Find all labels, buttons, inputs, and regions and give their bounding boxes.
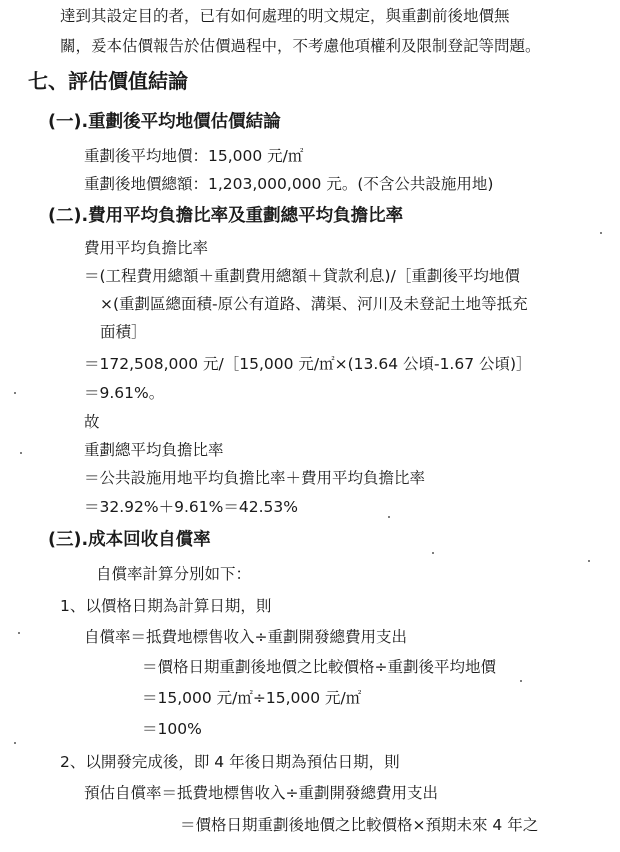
total-ratio-label: 重劃總平均負擔比率 (84, 441, 224, 459)
case-2-title: 2、以開發完成後，即 4 年後日期為預估日期，則 (60, 753, 400, 771)
scan-speck (520, 680, 522, 682)
subsection-2-heading: (二).費用平均負擔比率及重劃總平均負擔比率 (48, 206, 404, 226)
case-1-title: 1、以價格日期為計算日期，則 (60, 597, 272, 615)
scan-speck (18, 632, 20, 634)
cost-ratio-label: 費用平均負擔比率 (84, 239, 209, 257)
section-7-heading: 七、評估價值結論 (28, 69, 188, 93)
intro-line-1: 達到其設定目的者，已有如何處理的明文規定，與重劃前後地價無 (60, 7, 510, 25)
case-1-line-1: 自償率＝抵費地標售收入÷重劃開發總費用支出 (84, 628, 407, 646)
scan-speck (20, 452, 22, 454)
cost-ratio-formula-line-1: ＝(工程費用總額＋重劃費用總額＋貸款利息)/［重劃後平均地價 (84, 267, 520, 285)
case-1-line-2: ＝價格日期重劃後地價之比較價格÷重劃後平均地價 (142, 658, 496, 676)
self-liquidation-intro: 自償率計算分別如下： (96, 565, 252, 583)
subsection-3-heading: (三).成本回收自償率 (48, 530, 211, 550)
scan-speck (432, 552, 434, 554)
subsection-1-heading: (一).重劃後平均地價估價結論 (48, 112, 281, 132)
scan-speck (388, 516, 390, 518)
case-1-line-3: ＝15,000 元/㎡÷15,000 元/㎡ (142, 689, 362, 707)
scan-speck (588, 560, 590, 562)
cost-ratio-calc-line-1: ＝172,508,000 元/［15,000 元/㎡×(13.64 公頃-1.67 公頃)］ (84, 355, 532, 373)
avg-land-price: 重劃後平均地價：15,000 元/㎡ (84, 147, 304, 165)
scan-speck (14, 392, 16, 394)
scan-speck (14, 742, 16, 744)
therefore-text: 故 (84, 413, 100, 431)
total-ratio-formula: ＝公共設施用地平均負擔比率＋費用平均負擔比率 (84, 469, 426, 487)
cost-ratio-result: ＝9.61%。 (84, 384, 165, 402)
scan-speck (600, 232, 602, 234)
total-land-value: 重劃後地價總額：1,203,000,000 元。(不含公共設施用地) (84, 175, 494, 193)
cost-ratio-formula-line-3: 面積］ (100, 323, 147, 341)
cost-ratio-formula-line-2: ×(重劃區總面積-原公有道路、溝渠、河川及未登記土地等抵充 (100, 295, 528, 313)
total-ratio-result: ＝32.92%＋9.61%＝42.53% (84, 498, 298, 516)
case-1-line-4: ＝100% (142, 720, 202, 738)
case-2-line-2: ＝價格日期重劃後地價之比較價格×預期未來 4 年之 (180, 816, 539, 834)
case-2-line-1: 預估自償率＝抵費地標售收入÷重劃開發總費用支出 (84, 784, 438, 802)
intro-line-2: 關，爰本估價報告於估價過程中，不考慮他項權利及限制登記等問題。 (60, 37, 541, 55)
